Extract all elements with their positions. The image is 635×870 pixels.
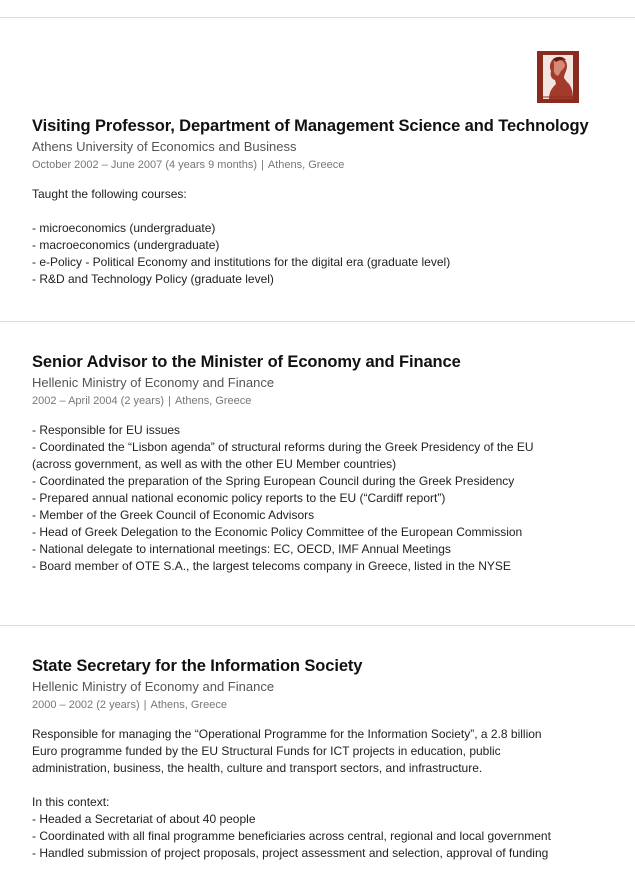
description-line: (across government, as well as with the other EU Member countries): [32, 457, 397, 471]
description-line: [32, 203, 607, 220]
description-line: administration, business, the health, culture and transport sectors, and infrastructure.: [32, 761, 483, 775]
position-meta: 2000 – 2002 (2 years) | Athens, Greece: [32, 699, 227, 711]
description-line: - Responsible for EU issues: [32, 423, 181, 437]
description-line: - Board member of OTE S.A., the largest telecoms company in Greece, listed in the NYSE: [32, 559, 511, 573]
position-location: Athens, Greece: [174, 395, 252, 407]
description-line: - e-Policy - Political Economy and institutions for the digital era (graduate level): [32, 255, 451, 269]
description-line: - Prepared annual national economic policy reports to the EU (“Cardiff report”): [32, 491, 446, 505]
organization-name: Hellenic Ministry of Economy and Finance: [32, 679, 275, 694]
description-line: In this context:: [32, 795, 110, 809]
position-dates: 2000 – 2002 (2 years): [32, 699, 140, 711]
description-line: - Head of Greek Delegation to the Economic Policy Committee of the European Commission: [32, 525, 523, 539]
description-line: - Coordinated the preparation of the Spring European Council during the Greek Presidency: [32, 474, 515, 488]
description-line: [32, 777, 607, 794]
description-line: - Member of the Greek Council of Economic Advisors: [32, 508, 315, 522]
position-title: State Secretary for the Information Society: [32, 657, 363, 675]
section-divider: [0, 625, 635, 626]
description-line: - National delegate to international meetings: EC, OECD, IMF Annual Meetings: [32, 542, 451, 556]
description-line: - macroeconomics (undergraduate): [32, 238, 220, 252]
description-line: - R&D and Technology Policy (graduate level): [32, 272, 274, 286]
position-title: Senior Advisor to the Minister of Economy and Finance: [32, 353, 461, 371]
organization-name: Athens University of Economics and Business: [32, 139, 297, 154]
position-meta: October 2002 – June 2007 (4 years 9 months) | Athens, Greece: [32, 159, 345, 171]
description-line: - Handled submission of project proposals, project assessment and selection, approval of funding: [32, 846, 549, 860]
position-meta: 2002 – April 2004 (2 years) | Athens, Greece: [32, 395, 252, 407]
description-line: - Headed a Secretariat of about 40 people: [32, 812, 256, 826]
position-description: [32, 422, 607, 575]
position-location: Athens, Greece: [267, 159, 345, 171]
description-line: - Coordinated with all final programme beneficiaries across central, regional and local government: [32, 829, 551, 843]
position-entry: [32, 352, 607, 575]
position-entry: [32, 656, 607, 862]
top-divider: [0, 17, 635, 18]
description-line: Responsible for managing the “Operational Programme for the Information Society”, a 2.8 billion: [32, 727, 542, 741]
position-description: [32, 186, 607, 288]
position-entry: [32, 116, 607, 288]
position-description: [32, 726, 607, 862]
description-line: Euro programme funded by the EU Structural Funds for ICT projects in education, public: [32, 744, 501, 758]
section-divider: [0, 321, 635, 322]
position-title: Visiting Professor, Department of Management Science and Technology: [32, 117, 589, 135]
position-dates: October 2002 – June 2007 (4 years 9 months): [32, 159, 258, 171]
organization-name: Hellenic Ministry of Economy and Finance: [32, 375, 275, 390]
position-location: Athens, Greece: [150, 699, 227, 711]
description-line: - Coordinated the “Lisbon agenda” of structural reforms during the Greek Presidency of the EU: [32, 440, 534, 454]
position-dates: 2002 – April 2004 (2 years): [32, 395, 165, 407]
description-line: Taught the following courses:: [32, 187, 187, 201]
classical-bust-icon: [533, 47, 583, 107]
description-line: - microeconomics (undergraduate): [32, 221, 216, 235]
